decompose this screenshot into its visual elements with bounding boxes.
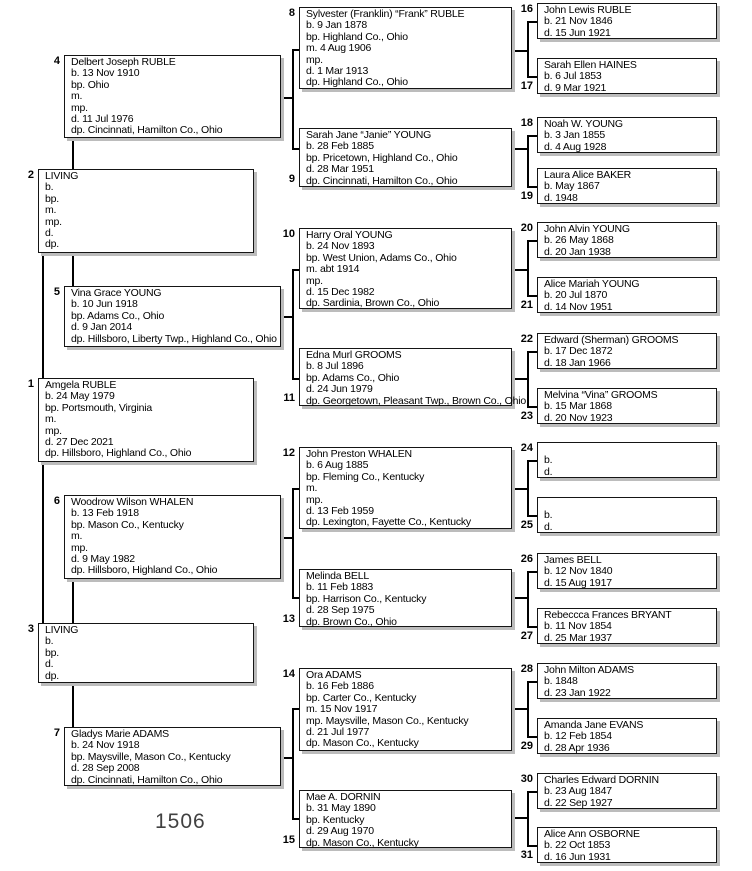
person-name: Delbert Joseph RUBLE (71, 56, 176, 68)
person-field: d. 28 Sep 2008 (71, 762, 140, 775)
person-field: m. abt 1914 (306, 263, 360, 276)
person-field: mp. (71, 541, 88, 554)
person-field: d. 18 Jan 1966 (544, 356, 611, 369)
person-box-12 (282, 447, 512, 529)
person-field: dp. Highland Co., Ohio (306, 76, 408, 89)
person-name: Gladys Marie ADAMS (71, 728, 169, 740)
person-name: John Milton ADAMS (544, 664, 634, 676)
person-box-6 (53, 495, 281, 579)
connector-line (72, 683, 74, 729)
person-field: b. 20 Jul 1870 (544, 289, 608, 302)
connector-line (512, 50, 527, 52)
person-field: d. 28 Apr 1936 (544, 741, 610, 754)
person-field: b. 31 May 1890 (306, 802, 376, 815)
connector-line (281, 97, 292, 99)
person-field: b. 13 Feb 1918 (71, 507, 139, 520)
connector-line (292, 49, 299, 51)
person-number: 4 (53, 55, 60, 67)
connector-line (292, 269, 299, 271)
person-box-18 (520, 117, 717, 153)
person-box-31 (520, 827, 717, 863)
connector-line (281, 757, 292, 759)
person-field: b. 3 Jan 1855 (544, 129, 606, 142)
person-field: bp. Pricetown, Highland Co., Ohio (306, 151, 458, 164)
person-field: m. (45, 413, 57, 426)
connector-line (527, 626, 537, 628)
person-field: dp. Cincinnati, Hamilton Co., Ohio (306, 174, 458, 187)
person-box-16 (520, 3, 717, 39)
connector-line (292, 378, 299, 380)
person-box-26 (520, 553, 717, 589)
person-field: b. 22 Oct 1853 (544, 839, 611, 852)
person-field: b. 24 May 1979 (45, 390, 115, 403)
person-field: d. 9 Jan 2014 (71, 321, 133, 334)
person-name: Sarah Jane “Janie” YOUNG (306, 129, 432, 141)
connector-line (527, 571, 529, 628)
person-field: m. 4 Aug 1906 (306, 42, 372, 55)
person-field: d. 21 Jul 1977 (306, 725, 370, 738)
connector-line (527, 681, 537, 683)
connector-line (527, 845, 537, 847)
connector-line (292, 49, 294, 150)
person-field: d. 20 Jan 1938 (544, 245, 611, 258)
connector-line (72, 138, 74, 171)
person-field: bp. Maysville, Mason Co., Kentucky (71, 750, 231, 763)
person-number: 26 (520, 553, 533, 565)
connector-line (512, 269, 527, 271)
person-name: Mae A. DORNIN (306, 791, 381, 803)
person-name: Harry Oral YOUNG (306, 229, 393, 241)
connector-line (42, 253, 44, 380)
person-box-11 (283, 348, 526, 407)
person-field: b. 12 Feb 1854 (544, 730, 612, 743)
person-field: b. 9 Jan 1878 (306, 19, 368, 32)
person-number: 15 (282, 833, 295, 846)
person-field: b. 1848 (544, 675, 578, 688)
person-field: b. 24 Nov 1893 (306, 240, 375, 253)
person-field: m. (71, 90, 83, 103)
person-field: b. 21 Nov 1846 (544, 15, 613, 28)
person-field: bp. West Union, Adams Co., Ohio (306, 251, 457, 264)
person-name: Alice Mariah YOUNG (544, 278, 640, 290)
person-field: mp. (306, 274, 323, 287)
person-field: d. 28 Sep 1975 (306, 604, 375, 617)
person-field: b. 12 Nov 1840 (544, 565, 613, 578)
person-number: 28 (520, 663, 533, 675)
person-field: d. 4 Aug 1928 (544, 140, 607, 153)
person-field: bp. Adams Co., Ohio (71, 309, 165, 322)
person-box-4 (53, 55, 281, 138)
person-field: b. 16 Feb 1886 (306, 680, 374, 693)
connector-line (527, 460, 537, 462)
connector-line (527, 406, 537, 408)
person-field: dp. Cincinnati, Hamilton Co., Ohio (71, 773, 223, 786)
person-field: bp. Adams Co., Ohio (306, 371, 400, 384)
person-name: Noah W. YOUNG (544, 118, 623, 130)
connector-line (292, 818, 299, 820)
person-field: dp. Brown Co., Ohio (306, 615, 397, 628)
person-field: mp. Maysville, Mason Co., Kentucky (306, 714, 469, 727)
connector-line (292, 488, 294, 599)
connector-line (527, 736, 537, 738)
person-field: dp. Georgetown, Pleasant Twp., Brown Co., Ohio (306, 394, 526, 407)
person-number: 14 (282, 668, 295, 680)
person-field: b. 10 Jun 1918 (71, 298, 138, 311)
connector-line (512, 488, 527, 490)
person-field: d. (544, 465, 553, 478)
person-field: mp. (306, 493, 323, 506)
person-field: mp. (71, 101, 88, 114)
connector-line (281, 537, 292, 539)
person-field: dp. Lexington, Fayette Co., Kentucky (306, 516, 471, 529)
person-field: b. (544, 509, 553, 522)
connector-line (527, 295, 537, 297)
person-field: d. 14 Nov 1951 (544, 300, 613, 313)
person-field: d. 25 Mar 1937 (544, 631, 612, 644)
person-field: dp. Mason Co., Kentucky (306, 836, 419, 849)
connector-line (527, 791, 537, 793)
person-name: Amgela RUBLE (45, 379, 117, 391)
person-field: dp. (45, 669, 59, 682)
person-number: 31 (520, 848, 533, 861)
connector-line (527, 240, 529, 297)
person-field: dp. Hillsboro, Liberty Twp., Highland Co., Ohio (71, 332, 277, 345)
person-field: d. 20 Nov 1923 (544, 411, 613, 424)
person-number: 8 (288, 7, 295, 19)
person-box-30 (520, 773, 717, 809)
person-box-14 (282, 668, 512, 751)
person-number: 19 (520, 189, 533, 202)
person-field: bp. Fleming Co., Kentucky (306, 470, 425, 483)
person-number: 5 (53, 286, 60, 298)
connector-line (292, 488, 299, 490)
person-name: Melvina “Vina” GROOMS (544, 389, 658, 401)
person-box-19 (520, 168, 717, 204)
person-name: James BELL (544, 554, 602, 566)
connector-line (292, 597, 299, 599)
person-box-3 (27, 623, 254, 683)
person-field: mp. (45, 424, 62, 437)
connector-line (281, 316, 292, 318)
person-box-29 (520, 718, 717, 754)
person-field: m. (306, 482, 318, 495)
person-name: Edward (Sherman) GROOMS (544, 334, 679, 346)
person-field: d. 15 Aug 1917 (544, 576, 612, 589)
person-box-15 (282, 790, 512, 849)
person-field: b. 11 Nov 1854 (544, 620, 612, 633)
person-box-22 (520, 333, 717, 369)
connector-line (527, 135, 537, 137)
person-name: Vina Grace YOUNG (71, 287, 162, 299)
person-number: 3 (27, 623, 34, 635)
person-number: 13 (282, 612, 295, 625)
person-field: bp. Mason Co., Kentucky (71, 518, 184, 531)
person-name: Ora ADAMS (306, 669, 362, 681)
person-name: Rebeccca Frances BRYANT (544, 609, 672, 621)
person-field: d. 15 Dec 1982 (306, 285, 375, 298)
person-number: 2 (27, 169, 34, 181)
connector-line (527, 460, 529, 517)
person-box-9 (288, 128, 512, 187)
person-box-27 (520, 608, 717, 644)
person-field: d. 23 Jan 1922 (544, 686, 611, 699)
person-field: bp. Portsmouth, Virginia (45, 401, 153, 414)
connector-line (512, 378, 527, 380)
person-field: d. 15 Jun 1921 (544, 26, 611, 39)
person-field: b. 28 Feb 1885 (306, 140, 374, 153)
person-field: mp. (45, 215, 62, 228)
person-box-17 (520, 58, 717, 94)
person-field: b. (45, 635, 54, 648)
connector-line (527, 351, 529, 408)
person-field: d. 16 Jun 1931 (544, 850, 611, 863)
person-number: 29 (520, 739, 533, 752)
person-number: 24 (520, 442, 533, 454)
person-field: d. 27 Dec 2021 (45, 435, 114, 448)
person-box-10 (282, 228, 512, 310)
person-box-1 (27, 378, 254, 462)
connector-line (42, 462, 44, 625)
person-field: d. 22 Sep 1927 (544, 796, 613, 809)
person-number: 23 (520, 409, 533, 422)
person-field: bp. (45, 192, 59, 205)
connector-line (527, 791, 529, 847)
person-name: Amanda Jane EVANS (544, 719, 644, 731)
person-box-13 (282, 569, 512, 628)
person-field: b. 24 Nov 1918 (71, 739, 140, 752)
person-number: 12 (282, 447, 295, 459)
person-field: bp. Ohio (71, 78, 110, 91)
person-field: m. 15 Nov 1917 (306, 703, 378, 716)
person-name: Sarah Ellen HAINES (544, 59, 637, 71)
person-box-21 (520, 277, 717, 313)
person-field: b. 23 Aug 1847 (544, 785, 612, 798)
person-field: d. 11 Jul 1976 (71, 112, 134, 125)
person-name: John Preston WHALEN (306, 448, 412, 460)
connector-line (292, 708, 299, 710)
person-field: b. 11 Feb 1883 (306, 581, 374, 594)
person-field: b. May 1867 (544, 180, 600, 193)
connector-line (527, 135, 529, 188)
person-field: b. 13 Nov 1910 (71, 67, 140, 80)
person-field: d. 9 May 1982 (71, 552, 135, 565)
person-number: 9 (288, 172, 295, 185)
person-box-7 (53, 727, 281, 786)
person-field: b. 6 Jul 1853 (544, 70, 602, 83)
person-number: 22 (520, 333, 533, 345)
connector-line (527, 351, 537, 353)
person-number: 10 (282, 228, 295, 240)
person-name: Laura Alice BAKER (544, 169, 632, 181)
person-number: 20 (520, 222, 533, 234)
connector-line (527, 21, 529, 78)
person-field: m. (71, 530, 83, 543)
person-name: Alice Ann OSBORNE (544, 828, 640, 840)
person-name: Edna Murl GROOMS (306, 349, 402, 361)
person-field: d. 9 Mar 1921 (544, 81, 607, 94)
connector-line (72, 253, 74, 288)
person-field: dp. (45, 238, 59, 251)
connector-line (292, 148, 299, 150)
person-number: 25 (520, 518, 533, 531)
connector-line (527, 186, 537, 188)
person-field: dp. Mason Co., Kentucky (306, 737, 419, 750)
person-number: 6 (53, 495, 60, 507)
person-name: Melinda BELL (306, 570, 369, 582)
person-field: b. 17 Dec 1872 (544, 345, 613, 358)
person-field: b. 26 May 1868 (544, 234, 614, 247)
person-number: 21 (520, 298, 533, 311)
connector-line (527, 515, 537, 517)
person-box-2 (27, 169, 254, 253)
person-field: b. 15 Mar 1868 (544, 400, 612, 413)
person-number: 11 (283, 391, 295, 404)
person-box-23 (520, 388, 717, 424)
person-field: b. (544, 454, 553, 467)
person-box-24 (520, 442, 717, 478)
person-name: John Lewis RUBLE (544, 4, 632, 16)
connector-line (512, 148, 527, 150)
person-field: d. 13 Feb 1959 (306, 504, 374, 517)
person-field: dp. Hillsboro, Highland Co., Ohio (45, 447, 192, 460)
person-field: bp. (45, 646, 59, 659)
person-name: Charles Edward DORNIN (544, 774, 659, 786)
person-field: d. 28 Mar 1951 (306, 163, 374, 176)
person-number: 16 (520, 3, 533, 15)
person-field: dp. Hillsboro, Highland Co., Ohio (71, 564, 218, 577)
person-box-25 (520, 497, 717, 533)
person-number: 27 (520, 629, 533, 642)
person-field: d. 24 Jun 1979 (306, 383, 373, 396)
connector-line (292, 269, 294, 380)
person-field: d. 1 Mar 1913 (306, 64, 369, 77)
person-field: m. (45, 204, 57, 217)
person-field: d. (544, 520, 553, 533)
person-number: 17 (520, 79, 533, 92)
person-name: LIVING (45, 624, 79, 636)
person-number: 30 (520, 773, 533, 785)
connector-line (527, 571, 537, 573)
person-field: d. (45, 658, 54, 671)
person-field: d. 29 Aug 1970 (306, 825, 374, 838)
person-field: d. 1948 (544, 191, 578, 204)
person-field: dp. Sardinia, Brown Co., Ohio (306, 297, 440, 310)
connector-line (292, 708, 294, 820)
person-name (544, 444, 714, 455)
person-name (544, 499, 714, 510)
person-box-20 (520, 222, 717, 258)
person-field: bp. Harrison Co., Kentucky (306, 592, 427, 605)
person-number: 18 (520, 117, 533, 129)
person-name: Sylvester (Franklin) “Frank” RUBLE (306, 8, 465, 20)
person-box-28 (520, 663, 717, 699)
person-box-8 (288, 7, 512, 89)
person-name: Woodrow Wilson WHALEN (71, 496, 194, 508)
connector-line (512, 708, 527, 710)
person-number: 7 (53, 727, 60, 739)
connector-line (72, 579, 74, 625)
person-field: bp. Highland Co., Ohio (306, 30, 408, 43)
person-name: John Alvin YOUNG (544, 223, 630, 235)
person-name: LIVING (45, 170, 79, 182)
person-field: b. 8 Jul 1896 (306, 360, 364, 373)
person-field: bp. Carter Co., Kentucky (306, 691, 417, 704)
person-field: b. 6 Aug 1885 (306, 459, 369, 472)
connector-line (527, 21, 537, 23)
connector-line (512, 597, 527, 599)
connector-line (527, 681, 529, 738)
person-field: b. (45, 181, 54, 194)
person-field: d. (45, 226, 54, 239)
person-number: 1 (27, 378, 34, 390)
person-field: dp. Cincinnati, Hamilton Co., Ohio (71, 124, 223, 137)
person-field: mp. (306, 53, 323, 66)
person-field: bp. Kentucky (306, 813, 365, 826)
connector-line (512, 817, 527, 819)
connector-line (527, 76, 537, 78)
connector-line (527, 240, 537, 242)
page-number-label: 1506 (155, 810, 206, 833)
person-box-5 (53, 286, 281, 347)
